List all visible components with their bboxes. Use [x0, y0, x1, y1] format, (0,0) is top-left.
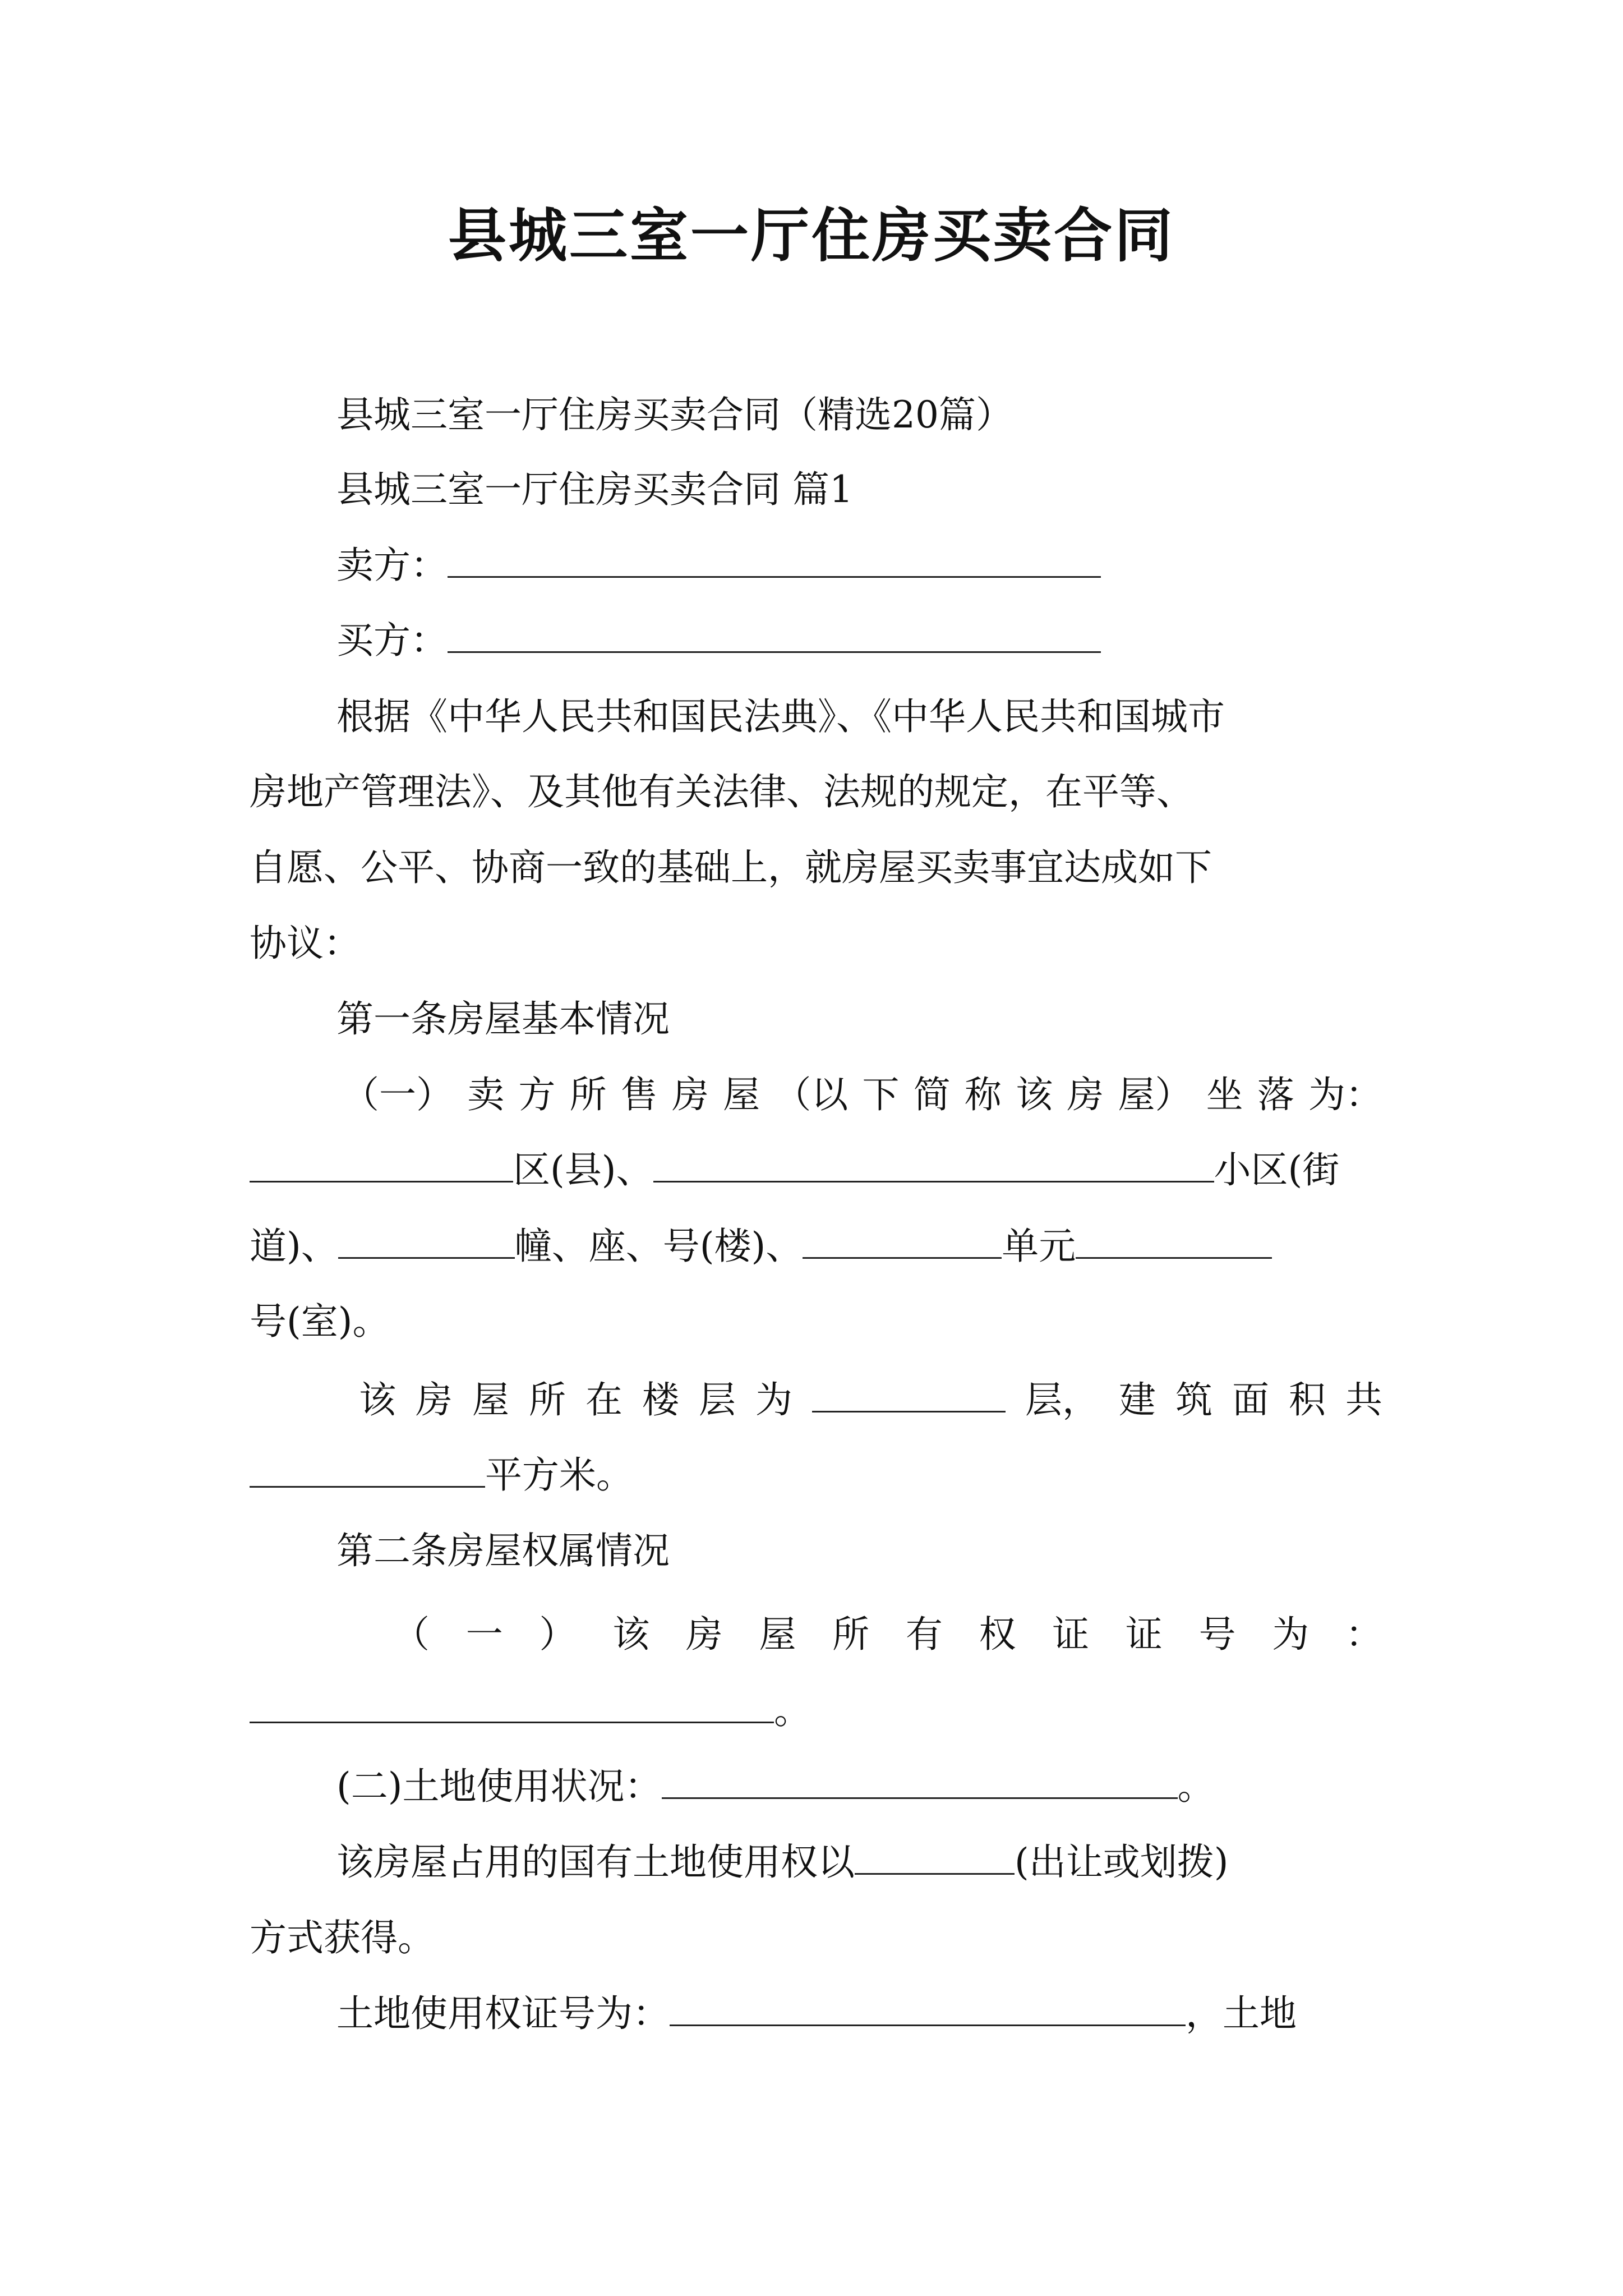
char: 楼 — [642, 1378, 679, 1421]
char: 权 — [979, 1613, 1016, 1656]
char: 下 — [862, 1073, 900, 1116]
char: 积 — [1289, 1378, 1326, 1421]
unit-label: 单元 — [1002, 1225, 1076, 1268]
preamble-line-2: 房地产管理法》、及其他有关法律、法规的规定，在平等、 — [250, 770, 1193, 813]
building-blank[interactable] — [338, 1222, 515, 1259]
cert-number-end: 。 — [774, 1689, 811, 1732]
char: （以 — [774, 1073, 849, 1116]
char: 为 — [755, 1378, 792, 1421]
document-title: 县城三室一厅住房买卖合同 — [448, 201, 1175, 270]
community-blank[interactable] — [653, 1146, 1214, 1182]
area-blank[interactable] — [250, 1451, 485, 1488]
article1-heading: 第一条房屋基本情况 — [336, 997, 670, 1041]
land-cert-blank[interactable] — [670, 1990, 1186, 2026]
community-label: 小区(街 — [1214, 1148, 1340, 1191]
preamble-line-3: 自愿、公平、协商一致的基础上，就房屋买卖事宜达成如下 — [250, 846, 1212, 889]
article1-item1 — [342, 1067, 1382, 1123]
char: 所 — [529, 1378, 566, 1421]
char: 房 — [1067, 1073, 1104, 1116]
article2-item1 — [393, 1607, 1382, 1663]
buyer-blank[interactable] — [448, 616, 1101, 653]
district-label: 区(县)、 — [513, 1148, 653, 1191]
char: 为： — [1308, 1073, 1382, 1116]
char: 一 — [465, 1613, 503, 1656]
char: 面 — [1232, 1378, 1269, 1421]
char: 坐 — [1206, 1073, 1243, 1116]
area-line — [250, 1447, 1382, 1503]
address-line-2 — [250, 1218, 1382, 1274]
land-right-line — [336, 1834, 1382, 1890]
buyer-label: 买方： — [336, 619, 448, 662]
char: 房 — [416, 1378, 453, 1421]
char: 该 — [359, 1378, 396, 1421]
land-status-line — [336, 1759, 1382, 1815]
char: 卖 — [467, 1073, 505, 1116]
char: 为 — [1272, 1613, 1310, 1656]
char: 号 — [1198, 1613, 1236, 1656]
char: ） — [539, 1613, 577, 1656]
char: 屋 — [472, 1378, 509, 1421]
char: 证 — [1052, 1613, 1090, 1656]
land-right-blank[interactable] — [855, 1838, 1015, 1875]
char: 证 — [1125, 1613, 1163, 1656]
address-line-1 — [250, 1142, 1382, 1198]
char: 售 — [620, 1073, 658, 1116]
char: 建 — [1119, 1378, 1156, 1421]
land-right-text: 该房屋占用的国有土地使用权以 — [336, 1841, 855, 1884]
floor-blank[interactable] — [812, 1376, 1006, 1412]
char: 在 — [585, 1378, 623, 1421]
cert-number-line — [250, 1683, 1382, 1739]
char: 屋） — [1118, 1073, 1192, 1116]
char: 房 — [685, 1613, 723, 1656]
district-blank[interactable] — [250, 1146, 513, 1182]
land-cert-line — [336, 1986, 1382, 2042]
building-label: 幢、座、号(楼)、 — [514, 1225, 803, 1268]
land-right-end: 方式获得。 — [250, 1916, 435, 1959]
land-cert-end: ，土地 — [1186, 1992, 1297, 2035]
article2-heading: 第二条房屋权属情况 — [336, 1529, 670, 1572]
land-status-label: (二)土地使用状况： — [336, 1765, 662, 1808]
char: ： — [1345, 1613, 1382, 1656]
char: 屋 — [723, 1073, 760, 1116]
char: （一） — [342, 1073, 453, 1116]
subtitle: 县城三室一厅住房买卖合同（精选20篇） — [336, 393, 1013, 436]
preamble-line-1: 根据《中华人民共和国民法典》、《中华人民共和国城市 — [336, 695, 1225, 738]
char: 有 — [905, 1613, 943, 1656]
char: （ — [393, 1613, 430, 1656]
land-status-end: 。 — [1177, 1765, 1215, 1808]
char: 层， — [1025, 1378, 1099, 1421]
char: 该 — [1016, 1073, 1053, 1116]
room-label: 号(室)。 — [250, 1300, 390, 1343]
land-right-options: (出让或划拨) — [1015, 1841, 1229, 1884]
char: 简 — [913, 1073, 951, 1116]
seller-label: 卖方： — [336, 544, 448, 587]
seller-row — [336, 537, 1382, 593]
floor-line — [359, 1372, 1382, 1428]
char: 方 — [518, 1073, 556, 1116]
char: 该 — [612, 1613, 650, 1656]
unit-blank[interactable] — [803, 1222, 1002, 1259]
preamble-line-4: 协议： — [250, 922, 361, 965]
road-label: 道)、 — [250, 1225, 338, 1268]
cert-number-blank[interactable] — [250, 1687, 774, 1723]
buyer-row — [336, 613, 1382, 669]
room-blank[interactable] — [1076, 1222, 1272, 1259]
char: 共 — [1345, 1378, 1382, 1421]
char: 落 — [1257, 1073, 1294, 1116]
char: 称 — [964, 1073, 1002, 1116]
area-unit: 平方米。 — [485, 1453, 633, 1497]
char: 所 — [569, 1073, 607, 1116]
char: 屋 — [759, 1613, 796, 1656]
char: 层 — [699, 1378, 736, 1421]
land-status-blank[interactable] — [662, 1763, 1178, 1799]
section-heading: 县城三室一厅住房买卖合同 篇1 — [336, 468, 853, 511]
char: 所 — [832, 1613, 870, 1656]
char: 筑 — [1175, 1378, 1212, 1421]
char: 房 — [671, 1073, 709, 1116]
land-cert-label: 土地使用权证号为： — [336, 1992, 670, 2035]
seller-blank[interactable] — [448, 541, 1101, 578]
